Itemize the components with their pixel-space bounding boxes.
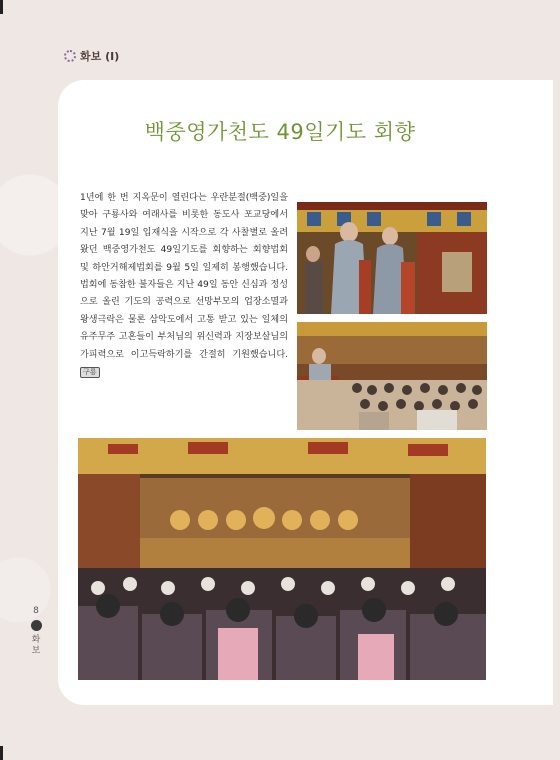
article-body [80, 190, 288, 381]
crop-mark [0, 0, 3, 14]
crop-mark [0, 746, 3, 760]
side-label-1: 화 [31, 635, 41, 645]
article-title: 백중영가천도 49일기도 회향 [144, 120, 416, 144]
section-label: 화보 (Ⅰ) [80, 50, 120, 63]
page-number: 8 [33, 606, 39, 616]
dharma-wheel-icon [64, 50, 76, 62]
photo-monks-chanting [297, 202, 487, 314]
photo-dharma-talk [297, 322, 487, 430]
article-paragraph: 1년에 한 번 지옥문이 열린다는 우란분절(백중)일을 맞아 구룡사와 여래사를 비롯한 동도사 포교당에서 지난 7월 19일 입재식을 시작으로 각 사찰별로 올려왔던 백중영가천도 49일기도를 회향하는 회향법회 및 하안거해제법회를 9월 5일 일제히 봉행했습니다. 법회에 동참한 불자들은 지난 49일 동안 신심과 정성으로 올린 기도의 공력으로 선망부모의 업장소멸과 왕생극락은 물론 삼악도에서 고통 받고 있는 일체의 유주무주 고혼들이 부처님의 위신력과 지장보살님의 가피력으로 이고득락하기를 간절히 기원했습니다. [80, 193, 288, 360]
photo-main-hall-gathering [78, 438, 486, 680]
page-marker-icon [31, 620, 42, 631]
source-tag: 구룡 [80, 367, 100, 378]
section-header [64, 48, 119, 64]
side-page-tab [26, 606, 46, 657]
side-label-2: 보 [31, 646, 41, 656]
